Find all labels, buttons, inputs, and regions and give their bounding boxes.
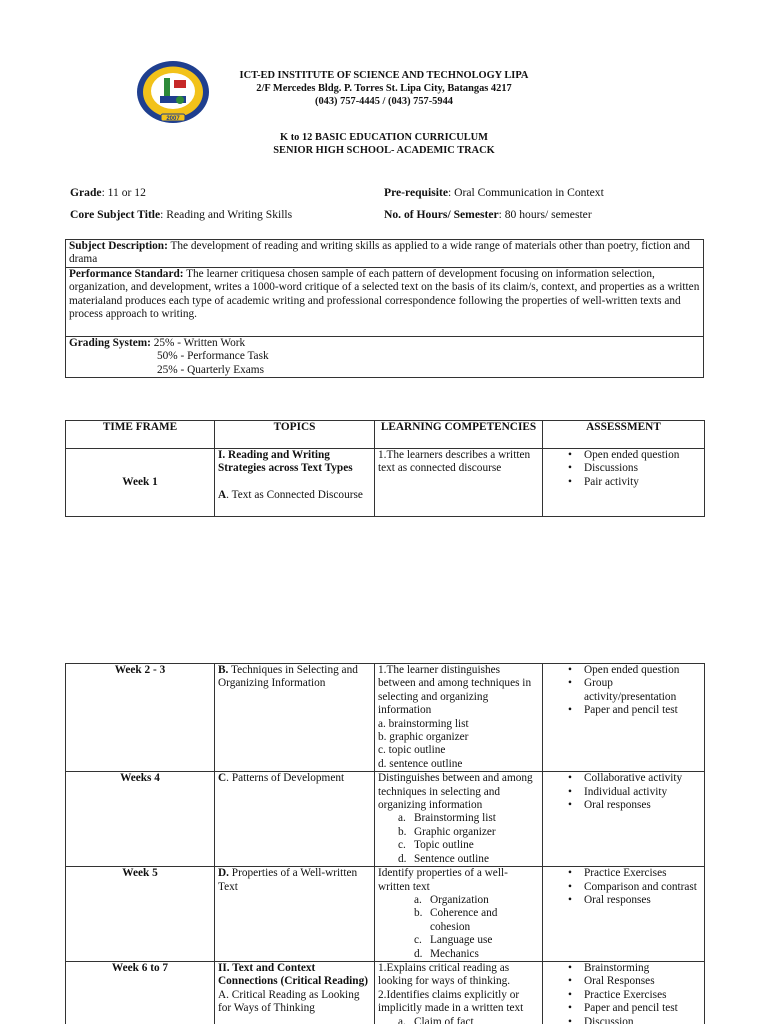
col-time-frame: TIME FRAME [66, 421, 215, 449]
curriculum-table-2 [65, 663, 705, 1024]
prerequisite-field: Pre-requisite: Oral Communication in Context [384, 186, 604, 199]
col-topics: TOPICS [215, 421, 375, 449]
subject-title-field: Core Subject Title: Reading and Writing Skills [70, 208, 293, 221]
curriculum-header [180, 131, 588, 157]
col-learning-competencies: LEARNING COMPETENCIES [375, 421, 543, 449]
list-item: • Oral Responses [546, 975, 701, 988]
assessment-cell [543, 961, 705, 1024]
performance-standard: Performance Standard: The learner critiquesa chosen sample of each pattern of development focusing on information selection, organization, and development, writes a 1000-word critique of a selected text on the basis of its claim/s, context, and properties as a written materialand produces each type of academic writing and professional correspondence following the properties of well-written texts and process approach to writing. [66, 268, 704, 337]
list-item: • Brainstorming [546, 962, 701, 975]
list-item: • Open ended question [546, 664, 701, 677]
curriculum-table-1 [65, 420, 705, 517]
list-item: • Pair activity [546, 476, 701, 489]
institution-address: 2/F Mercedes Bldg. P. Torres St. Lipa City, Batangas 4217 [256, 83, 512, 95]
subject-description: Subject Description: The development of reading and writing skills as applied to a wide range of materials other than poetry, fiction and drama [66, 240, 704, 268]
table-row [66, 449, 705, 517]
topic-cell: D. Properties of a Well-written Text [215, 867, 375, 962]
time-frame-cell: Week 2 - 3 [66, 664, 215, 772]
list-item: • Paper and pencil test [546, 1002, 701, 1015]
topic-cell: I. Reading and Writing Strategies across Text Types A. Text as Connected Discourse [215, 449, 375, 517]
list-item: • Oral responses [546, 894, 701, 907]
assessment-cell [543, 449, 705, 517]
time-frame-cell: Weeks 4 [66, 772, 215, 867]
table-row [66, 664, 705, 772]
list-item: • Individual activity [546, 786, 701, 799]
institution-header [180, 69, 588, 109]
grading-system: Grading System: 25% - Written Work 50% - Performance Task 25% - Quarterly Exams [66, 337, 704, 378]
competency-cell: Identify properties of a well-written text a. Organization b. Coherence and cohesion c. Language use d. Mechanics [375, 867, 543, 962]
track-title: SENIOR HIGH SCHOOL- ACADEMIC TRACK [273, 145, 495, 157]
topic-cell: C. Patterns of Development [215, 772, 375, 867]
grade-field: Grade: 11 or 12 [70, 186, 146, 199]
assessment-cell [543, 772, 705, 867]
list-item: • Open ended question [546, 449, 701, 462]
topic-cell: B. Techniques in Selecting and Organizing Information [215, 664, 375, 772]
hours-field: No. of Hours/ Semester: 80 hours/ semester [384, 208, 592, 221]
list-item: • Collaborative activity [546, 772, 701, 785]
competency-cell: 1.The learner distinguishes between and among techniques in selecting and organizing information a. brainstorming list b. graphic organizer c. topic outline d. sentence outline [375, 664, 543, 772]
list-item: • Paper and pencil test [546, 704, 701, 717]
col-assessment: ASSESSMENT [543, 421, 705, 449]
time-frame-cell: Week 1 [66, 449, 215, 517]
list-item: • Oral responses [546, 799, 701, 812]
table-row [66, 772, 705, 867]
list-item: • Group activity/presentation [546, 677, 701, 704]
time-frame-cell: Week 5 [66, 867, 215, 962]
topic-cell: II. Text and Context Connections (Critical Reading) A. Critical Reading as Looking for Ways of Thinking [215, 961, 375, 1024]
competency-cell: 1.The learners describes a written text as connected discourse [375, 449, 543, 517]
assessment-cell [543, 867, 705, 962]
logo-year: 2007 [166, 116, 180, 122]
assessment-cell [543, 664, 705, 772]
competency-cell: Distinguishes between and among techniques in selecting and organizing information a. Brainstorming list b. Graphic organizer c. Topic outline d. Sentence outline [375, 772, 543, 867]
institution-phone: (043) 757-4445 / (043) 757-5944 [315, 96, 453, 108]
list-item: • Practice Exercises [546, 989, 701, 1002]
list-item: • Discussion [546, 1016, 701, 1024]
list-item: • Comparison and contrast [546, 881, 701, 894]
table-row [66, 961, 705, 1024]
time-frame-cell: Week 6 to 7 [66, 961, 215, 1024]
table-row [66, 867, 705, 962]
subject-info-table [65, 239, 704, 378]
list-item: • Discussions [546, 462, 701, 475]
institution-name: ICT-ED INSTITUTE OF SCIENCE AND TECHNOLOGY LIPA [239, 70, 529, 81]
competency-cell: 1.Explains critical reading as looking for ways of thinking. 2.Identifies claims explicitly or implicitly made in a written text a. Claim of fact [375, 961, 543, 1024]
list-item: • Practice Exercises [546, 867, 701, 880]
curriculum-title: K to 12 BASIC EDUCATION CURRICULUM [280, 132, 488, 143]
